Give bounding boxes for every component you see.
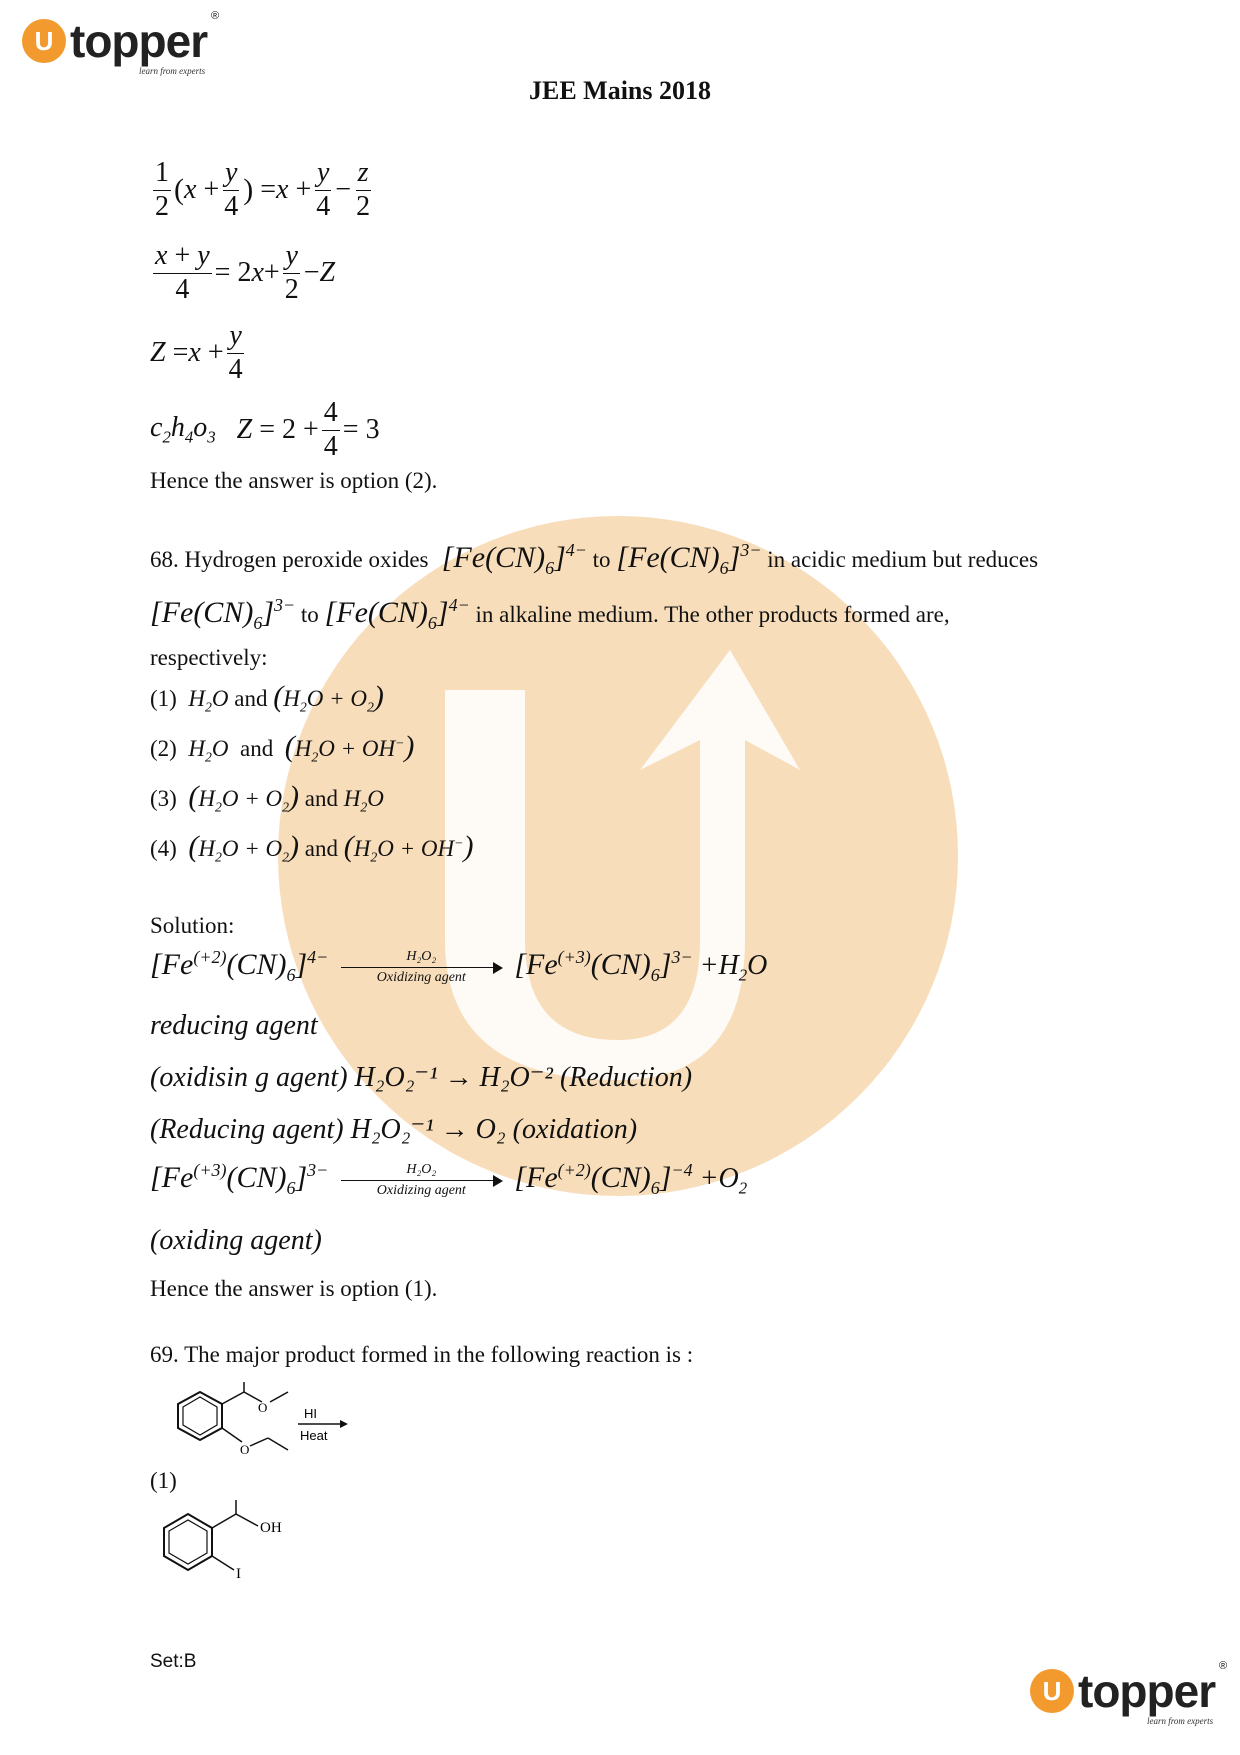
q67-answer: Hence the answer is option (2). xyxy=(150,468,438,493)
logo-tagline: learn from experts xyxy=(138,66,206,76)
svg-text:I: I xyxy=(236,1566,241,1582)
topper-logo xyxy=(22,10,220,76)
logo-tagline-footer: learn from experts xyxy=(1146,1716,1214,1726)
q68-option-1: (1) $H_2O$ and $(H_2O + O_2)$ xyxy=(150,680,384,715)
svg-text:OH: OH xyxy=(260,1520,282,1536)
solution-label: Solution: xyxy=(150,913,235,938)
registered-mark-footer: ® xyxy=(1219,1660,1228,1672)
page-title: JEE Mains 2018 xyxy=(528,76,712,105)
equation-3: Z = x + $\frac{y}{4}$ xyxy=(150,320,243,385)
q68-answer: Hence the answer is option (1). xyxy=(150,1276,438,1301)
oxidising-line: (oxidisin g agent) H₂O₂⁻¹ → H₂O⁻² (Reduction) xyxy=(150,1062,693,1093)
q68-option-4: (4) $(H_2O + O_2)$ and $(H_2O + OH^-)$ xyxy=(150,830,474,865)
logo-word: topper xyxy=(70,15,208,67)
q68-line1: 68. Hydrogen peroxide oxides $[Fe(CN)_6]^{4-}$ to $[Fe(CN)_6]^{3-}$ in acidic medium but reduces xyxy=(150,540,1039,578)
svg-text:O: O xyxy=(240,1442,250,1457)
registered-mark: ® xyxy=(211,10,220,22)
q69-option-1: (1) xyxy=(150,1468,177,1493)
equation-4: $c_2h_4o_3$ Z = 2 + $\frac{4}{4}$ = 3 xyxy=(150,397,380,462)
equation-1: $\frac{1}{2}$ ( x + $\frac{y}{4}$ ) = x + $\frac{y}{4}$ − $\frac{z}{2}$ xyxy=(155,157,371,222)
footer-set-label: Set:B xyxy=(150,1651,197,1672)
q69-question: 69. The major product formed in the following reaction is : xyxy=(150,1342,694,1367)
solution-reaction-1: $[Fe^{(+2)}(CN)_6]^{4-}$ H₂O₂ Oxidizing agent $[Fe^{(+3)}(CN)_6]^{3-} +H_2O$ xyxy=(150,947,768,986)
svg-text:Heat: Heat xyxy=(300,1428,328,1443)
equation-2: $\frac{x + y}{4}$ = 2 x + $\frac{y}{2}$ − Z xyxy=(155,240,336,305)
q68-option-3: (3) $(H_2O + O_2)$ and $H_2O$ xyxy=(150,780,384,815)
logo-word-footer: topper xyxy=(1078,1665,1216,1717)
reactant-structure-icon xyxy=(150,1382,370,1472)
topper-badge-footer-icon: U xyxy=(1030,1669,1074,1713)
solution-reaction-2: $[Fe^{(+3)}(CN)_6]^{3-}$ H₂O₂ Oxidizing agent $[Fe^{(+2)}(CN)_6]^{-4} +O_2$ xyxy=(150,1160,748,1199)
topper-logo-footer xyxy=(1030,1660,1228,1726)
svg-text:O: O xyxy=(258,1400,268,1415)
q68-option-2: (2) $H_2O$ and $(H_2O + OH^-)$ xyxy=(150,730,415,765)
topper-badge-icon: U xyxy=(22,19,66,63)
reducing-agent-label: reducing agent xyxy=(150,1010,318,1041)
oxiding-agent-label: (oxiding agent) xyxy=(150,1225,322,1256)
arrow-oxidizing-2: H₂O₂ Oxidizing agent xyxy=(341,1162,501,1200)
reducing-line: (Reducing agent) H₂O₂⁻¹ → O₂ (oxidation) xyxy=(150,1114,638,1145)
arrow-oxidizing-1: H₂O₂ Oxidizing agent xyxy=(341,949,501,987)
product-structure-icon xyxy=(150,1500,330,1600)
svg-text:HI: HI xyxy=(304,1406,317,1421)
q68-line2: $[Fe(CN)_6]^{3-}$ to $[Fe(CN)_6]^{4-}$ in alkaline medium. The other products formed are, xyxy=(150,595,950,633)
q68-line3: respectively: xyxy=(150,645,268,670)
